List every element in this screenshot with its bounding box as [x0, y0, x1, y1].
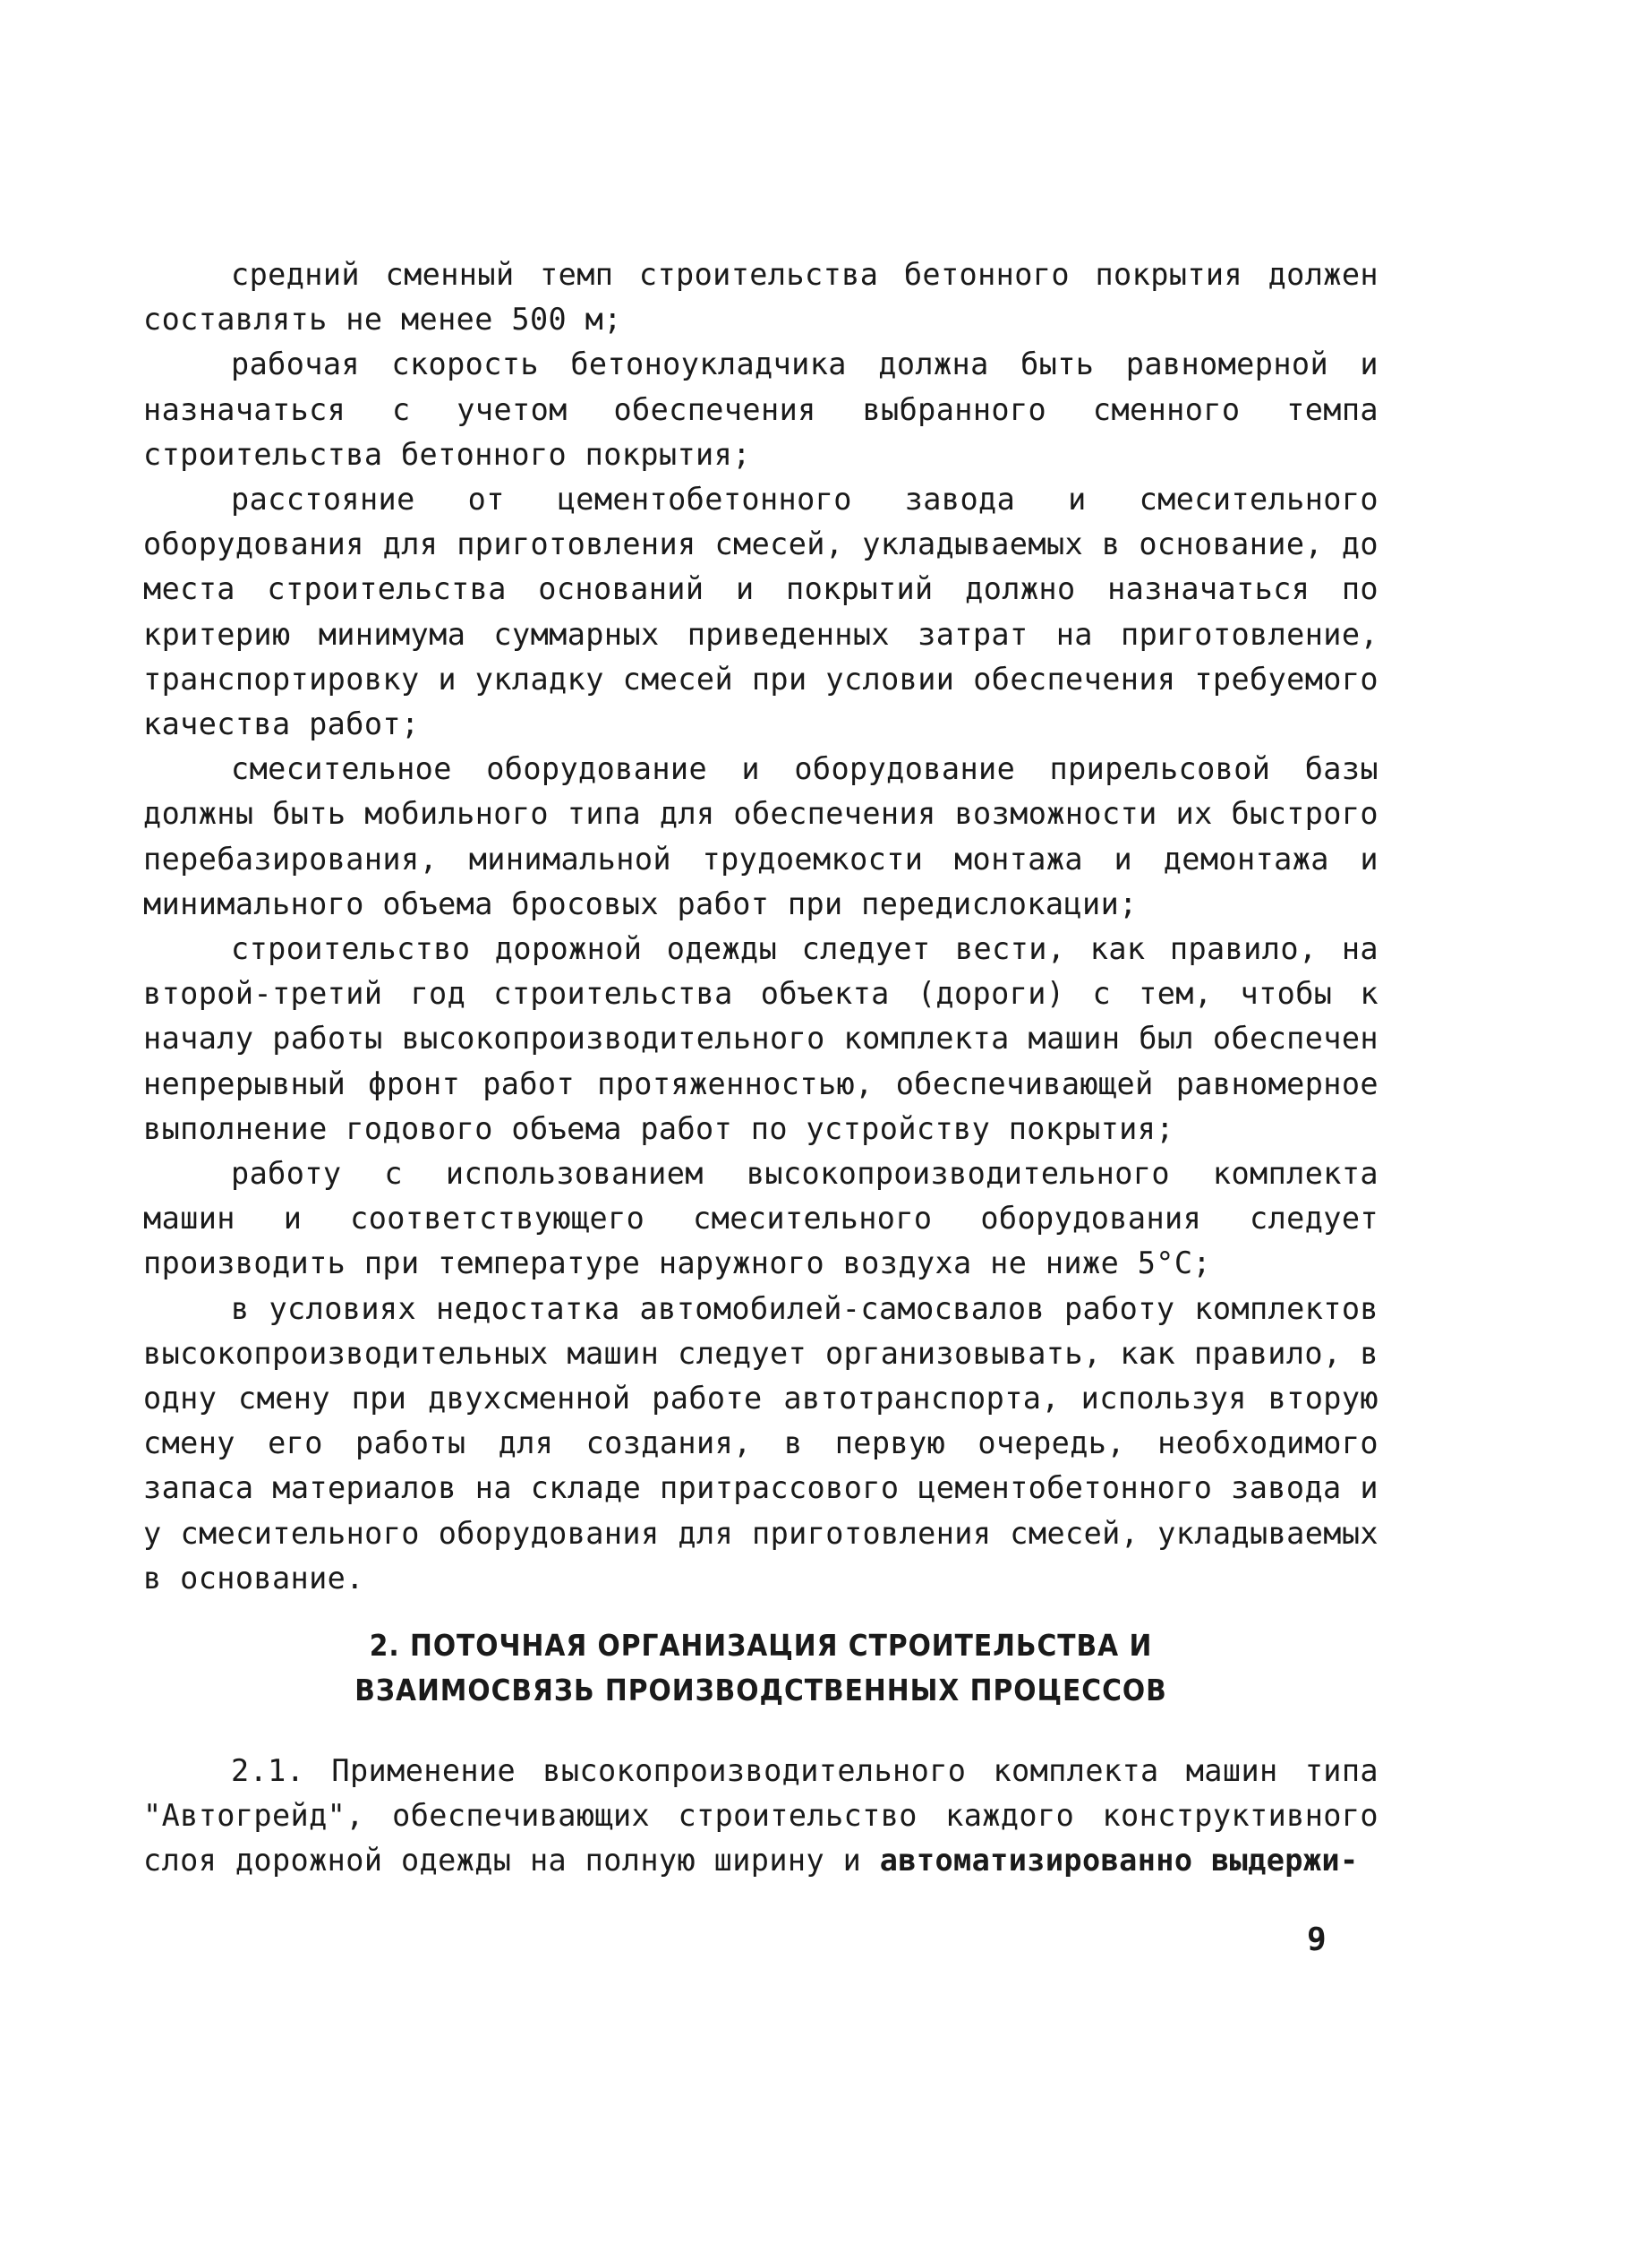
section-paragraph	[143, 1749, 1379, 1884]
paragraph: расстояние от цементобетонного завода и смесительного оборудования для приготовления смесей, укладываемых в основание, до места строительства оснований и покрытий должно назначаться по критерию минимума суммарных приведенных затрат на приготовление, транспортировку и укладку смесей при условии обеспечения требуемого качества работ;	[143, 482, 1379, 742]
section-heading	[143, 1623, 1379, 1713]
section-paragraph-text: 2.1. Применение высокопроизводительного комплекта машин типа "Автогрейд", обеспечивающих строительство каждого конструктивного слоя дорожной одежды на полную ширину и	[143, 1753, 1379, 1879]
paragraph: работу с использованием высокопроизводительного комплекта машин и соответствующего смесительного оборудования следует производить при температуре наружного воздуха не ниже 5°С;	[143, 1156, 1379, 1281]
body-text	[143, 252, 1379, 1601]
paragraph: рабочая скорость бетоноукладчика должна быть равномерной и назначаться с учетом обеспечения выбранного сменного темпа строительства бетонного покрытия;	[143, 347, 1379, 472]
section-heading-line-1: 2. ПОТОЧНАЯ ОРГАНИЗАЦИЯ СТРОИТЕЛЬСТВА И	[369, 1628, 1153, 1663]
section-text	[143, 1749, 1379, 1884]
paragraph: средний сменный темп строительства бетонного покрытия должен составлять не менее 500 м;	[143, 257, 1379, 338]
page-number: 9	[1307, 1921, 1327, 1958]
paragraph: строительство дорожной одежды следует вести, как правило, на второй-третий год строительства объекта (дороги) с тем, чтобы к началу работы высокопроизводительного комплекта машин был обеспечен непрерывный фронт работ протяженностью, обеспечивающей равномерное выполнение годового объема работ по устройству покрытия;	[143, 931, 1379, 1146]
section-heading-line-2: ВЗАИМОСВЯЗЬ ПРОИЗВОДСТВЕННЫХ ПРОЦЕССОВ	[354, 1673, 1167, 1707]
paragraph: в условиях недостатка автомобилей-самосвалов работу комплектов высокопроизводительных машин следует организовывать, как правило, в одну смену при двухсменной работе автотранспорта, используя вторую смену его работы для создания, в первую очередь, необходимого запаса материалов на складе притрассового цементобетонного завода и у смесительного оборудования для приготовления смесей, укладываемых в основание.	[143, 1290, 1379, 1596]
section-paragraph-bold-tail: автоматизированно выдержи-	[879, 1843, 1359, 1879]
paragraph: смесительное оборудование и оборудование прирельсовой базы должны быть мобильного типа для обеспечения возможности их быстрого перебазирования, минимальной трудоемкости монтажа и демонтажа и минимального объема бросовых работ при передислокации;	[143, 751, 1379, 921]
